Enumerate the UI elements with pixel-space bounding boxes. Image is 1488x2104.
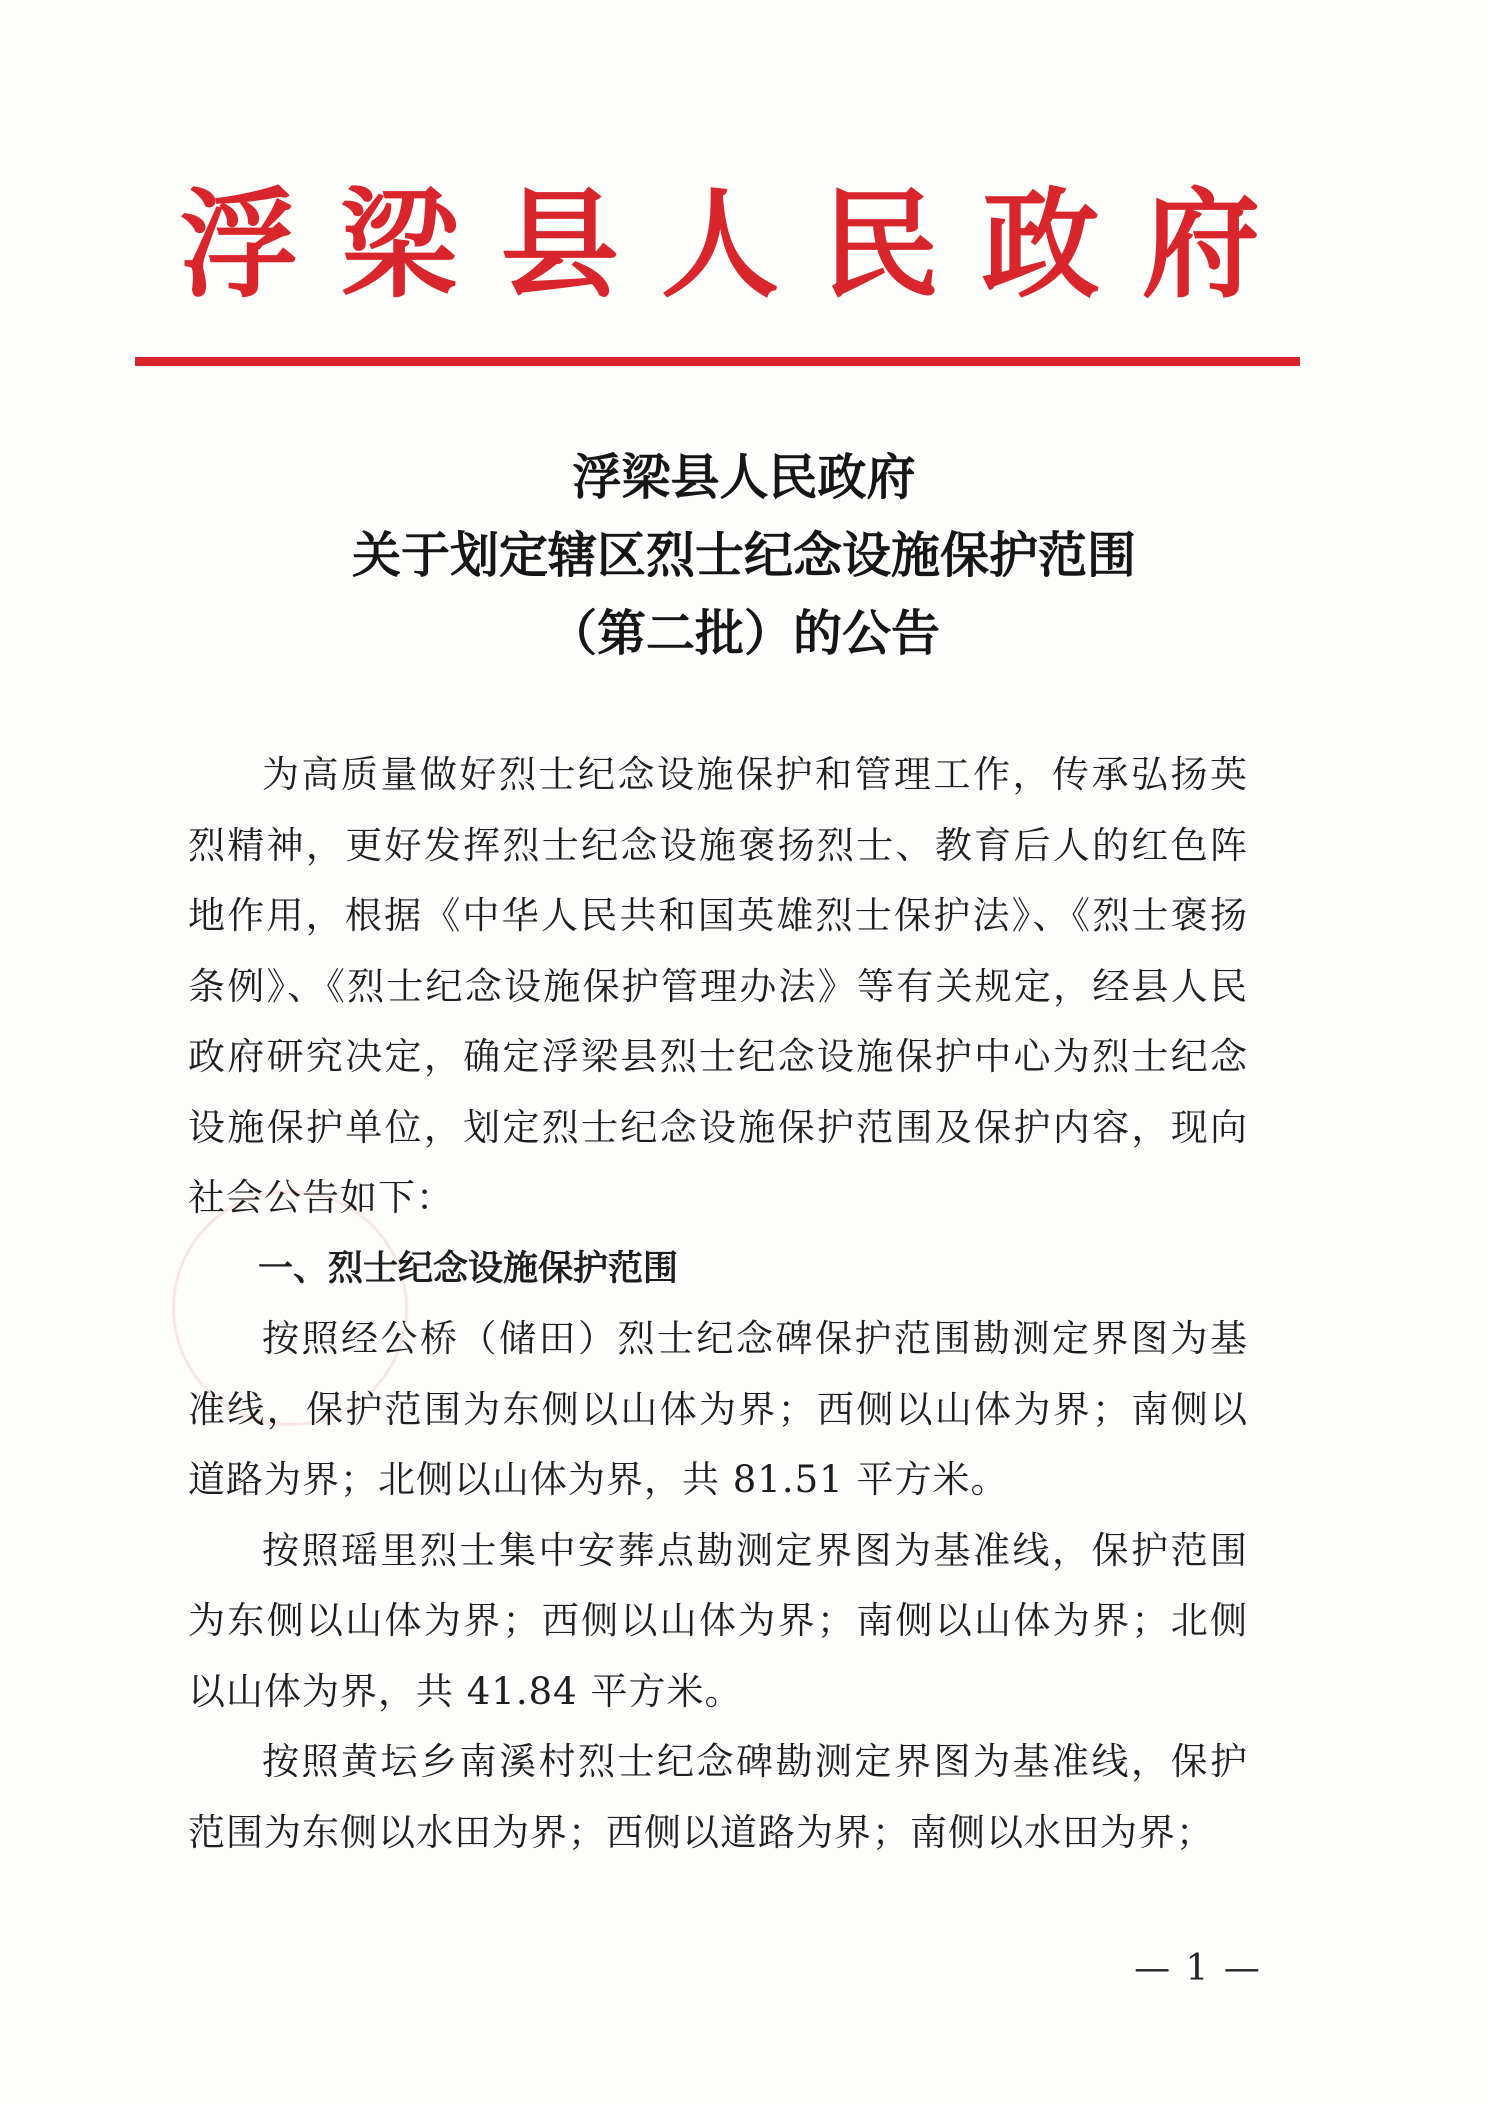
intro-paragraph: 为高质量做好烈士纪念设施保护和管理工作，传承弘扬英烈精神，更好发挥烈士纪念设施褒扬烈士、教育后人的红色阵地作用，根据《中华人民共和国英雄烈士保护法》、《烈士褒扬条例》、《烈士纪念设施保护管理办法》等有关规定，经县人民政府研究决定，确定浮梁县烈士纪念设施保护中心为烈士纪念设施保护单位，划定烈士纪念设施保护范围及保护内容，现向社会公告如下： <box>188 753 1248 1219</box>
issuer-char: 县 <box>500 175 619 314</box>
title-line-1: 浮梁县人民政府 <box>572 448 916 506</box>
issuer-char: 梁 <box>340 175 459 314</box>
issuer-char: 浮 <box>180 175 299 314</box>
document-title <box>144 438 1344 672</box>
issuer-char: 府 <box>1141 175 1260 314</box>
body-paragraph: 按照经公桥（储田）烈士纪念碑保护范围勘测定界图为基准线，保护范围为东侧以山体为界；西侧以山体为界；南侧以道路为界；北侧以山体为界，共 81.51 平方米。 <box>188 1317 1248 1501</box>
title-line-3: （第二批）的公告 <box>547 604 940 662</box>
page-number: — 1 — <box>1134 1948 1262 1989</box>
title-line-2: 关于划定辖区烈士纪念设施保护范围 <box>351 526 1136 584</box>
red-divider-line <box>135 357 1300 366</box>
body-paragraph: 按照瑶里烈士集中安葬点勘测定界图为基准线，保护范围为东侧以山体为界；西侧以山体为界；南侧以山体为界；北侧以山体为界，共 41.84 平方米。 <box>188 1528 1248 1713</box>
issuer-char: 民 <box>821 175 940 314</box>
issuer-header <box>180 170 1260 320</box>
issuer-char: 政 <box>981 175 1100 314</box>
body-paragraph: 按照黄坛乡南溪村烈士纪念碑勘测定界图为基准线，保护范围为东侧以水田为界；西侧以道路为界；南侧以水田为界； <box>188 1740 1248 1854</box>
document-body <box>188 740 1248 1868</box>
issuer-char: 人 <box>660 175 779 314</box>
section-heading: 一、烈士纪念设施保护范围 <box>258 1248 679 1289</box>
